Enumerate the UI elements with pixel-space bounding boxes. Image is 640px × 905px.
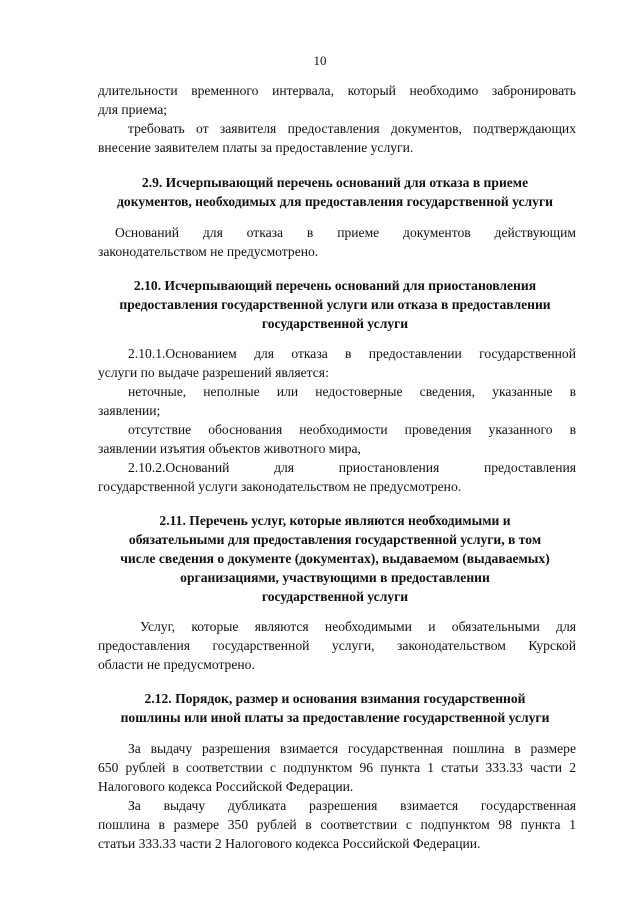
- paragraph-line: статьи 333.33 части 2 Налогового кодекса Российской Федерации.: [98, 836, 481, 851]
- paragraph-line: услуги по выдаче разрешений является:: [98, 365, 329, 380]
- paragraph-line: 2.10.2.Оснований для приостановления предоставления: [128, 460, 576, 475]
- section-heading-line: государственной услуги: [261, 316, 409, 331]
- paragraph-line: длительности временного интервала, который необходимо забронировать: [98, 83, 576, 98]
- paragraph-line: Налогового кодекса Российской Федерации.: [98, 779, 354, 794]
- paragraph-line: государственной услуги законодательством не предусмотрено.: [98, 479, 462, 494]
- paragraph-line: заявлении;: [98, 403, 161, 418]
- paragraph-line: законодательством не предусмотрено.: [98, 244, 319, 259]
- section-heading-line: документов, необходимых для предоставления государственной услуги: [117, 194, 553, 209]
- section-heading-line: предоставления государственной услуги или отказа в предоставлении: [119, 297, 551, 312]
- section-heading-line: 2.9. Исчерпывающий перечень оснований для отказа в приеме: [141, 175, 529, 190]
- page-number: 10: [313, 53, 327, 68]
- paragraph-line: внесение заявителем платы за предоставление услуги.: [98, 140, 414, 155]
- paragraph-line: За выдачу дубликата разрешения взимается государственная: [128, 798, 576, 813]
- section-heading-line: обязательными для предоставления государственной услуги, в том: [128, 532, 542, 547]
- paragraph-line: для приема;: [98, 102, 168, 117]
- paragraph-line: отсутствие обоснования необходимости проведения указанного в: [128, 422, 576, 437]
- paragraph-line: Услуг, которые являются необходимыми и обязательными для: [140, 619, 576, 634]
- paragraph-line: требовать от заявителя предоставления документов, подтверждающих: [128, 121, 576, 136]
- section-heading-line: государственной услуги: [261, 589, 409, 604]
- paragraph-line: 650 рублей в соответствии с подпунктом 96 пункта 1 статьи 333.33 части 2: [98, 760, 576, 775]
- section-heading-line: 2.11. Перечень услуг, которые являются необходимыми и: [159, 513, 511, 528]
- section-heading-line: пошлины или иной платы за предоставление государственной услуги: [120, 710, 550, 725]
- section-heading-line: 2.10. Исчерпывающий перечень оснований для приостановления: [133, 278, 537, 293]
- paragraph-line: предоставления государственной услуги, законодательством Курской: [98, 638, 576, 653]
- section-heading-line: 2.12. Порядок, размер и основания взимания государственной: [144, 691, 526, 706]
- paragraph-line: заявлении изъятия объектов животного мира,: [98, 441, 361, 456]
- section-heading-line: организациями, участвующими в предоставлении: [180, 570, 490, 585]
- paragraph-line: Оснований для отказа в приеме документов действующим: [115, 225, 576, 240]
- paragraph-line: неточные, неполные или недостоверные сведения, указанные в: [128, 384, 576, 399]
- paragraph-line: области не предусмотрено.: [98, 657, 255, 672]
- paragraph-line: 2.10.1.Основанием для отказа в предоставлении государственной: [128, 346, 576, 361]
- paragraph-line: пошлина в размере 350 рублей в соответствии с подпунктом 98 пункта 1: [98, 817, 576, 832]
- section-heading-line: числе сведения о документе (документах), выдаваемом (выдаваемых): [120, 551, 550, 566]
- paragraph-line: За выдачу разрешения взимается государственная пошлина в размере: [128, 741, 576, 756]
